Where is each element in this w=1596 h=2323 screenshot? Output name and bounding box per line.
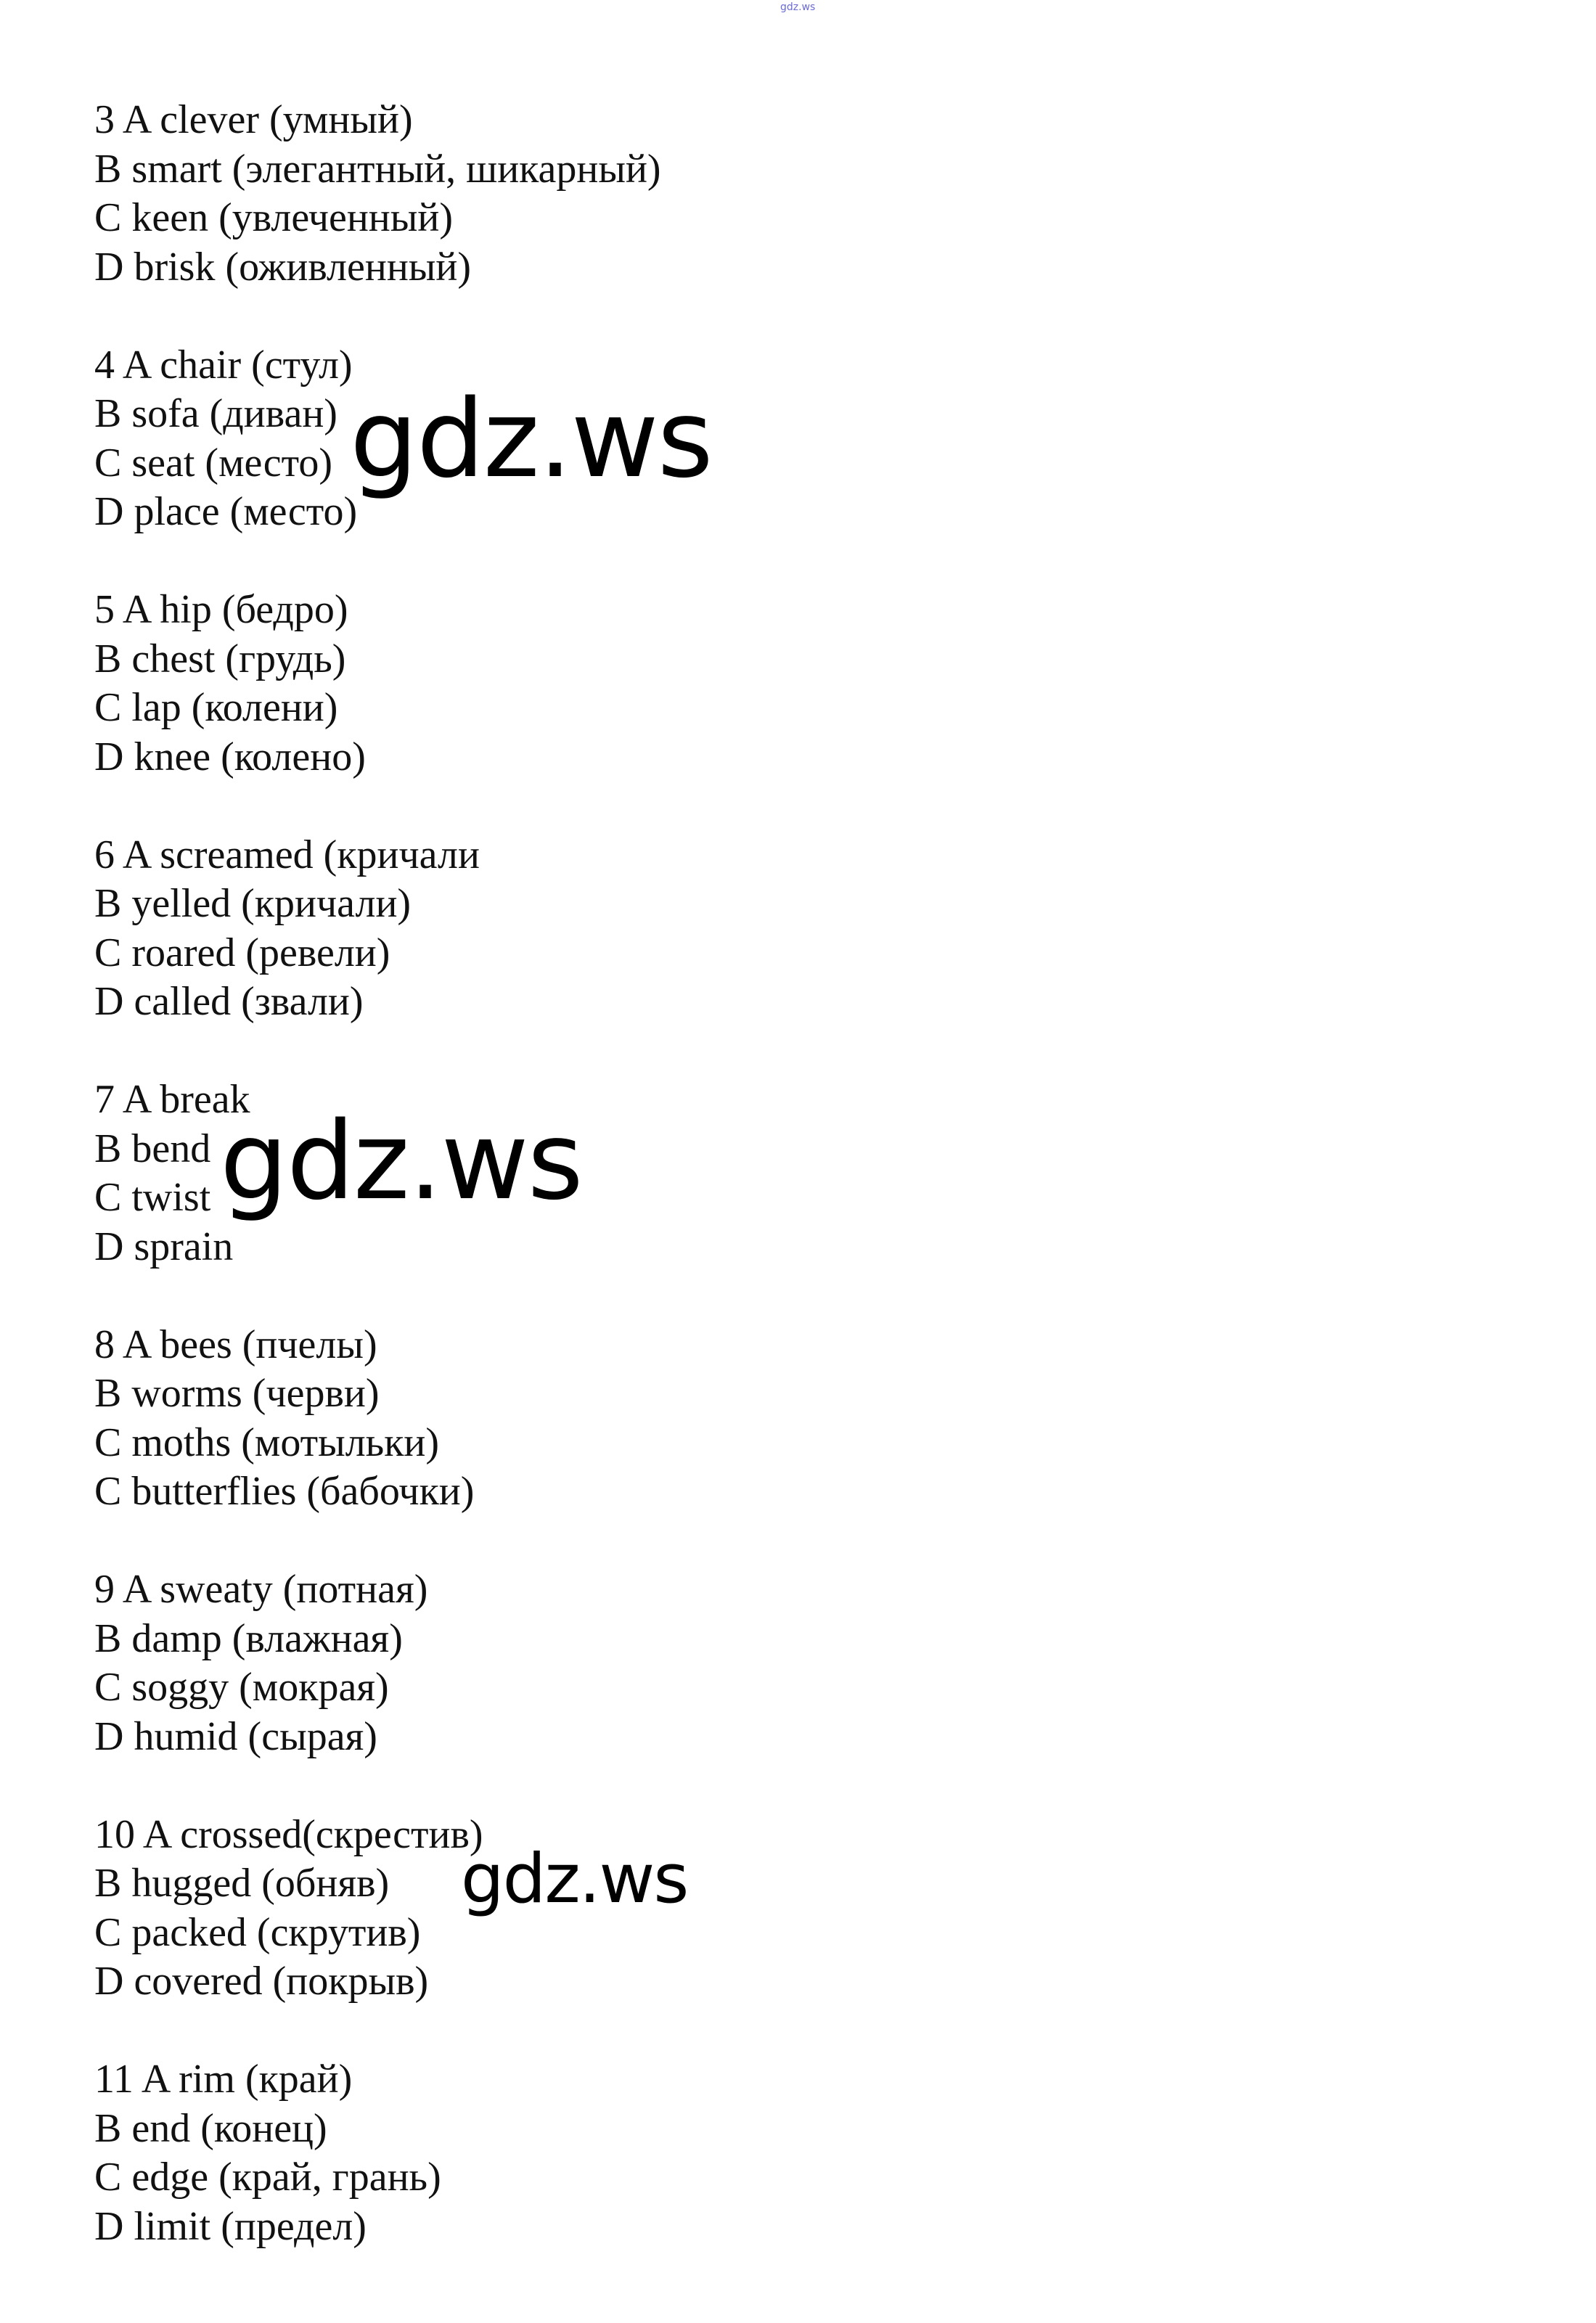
- question-3: [94, 96, 1183, 292]
- option-line: D humid (сырая): [94, 1713, 377, 1759]
- question-6: [94, 831, 1183, 1027]
- question-9: [94, 1565, 1183, 1761]
- option-line: 4 A chair (стул): [94, 342, 353, 388]
- option-line: B worms (черви): [94, 1371, 380, 1416]
- option-line: B yelled (кричали): [94, 881, 412, 926]
- option-line: C butterflies (бабочки): [94, 1469, 475, 1514]
- option-line: D brisk (оживленный): [94, 244, 472, 290]
- option-line: B chest (грудь): [94, 636, 346, 681]
- option-line: B bend: [94, 1126, 211, 1171]
- option-line: D called (звали): [94, 979, 364, 1024]
- option-line: B smart (элегантный, шикарный): [94, 146, 661, 192]
- option-line: B sofa (диван): [94, 391, 337, 436]
- option-line: D knee (колено): [94, 734, 366, 779]
- option-line: C moths (мотыльки): [94, 1419, 440, 1465]
- option-line: 6 A screamed (кричали: [94, 832, 480, 877]
- question-11: [94, 2055, 1183, 2251]
- option-line: C twist: [94, 1175, 211, 1220]
- question-8: [94, 1321, 1183, 1517]
- option-line: C packed (скрутив): [94, 1909, 421, 1955]
- option-line: B damp (влажная): [94, 1615, 403, 1661]
- watermark-logo: gdz.ws: [220, 1099, 582, 1224]
- option-line: C soggy (мокрая): [94, 1665, 389, 1710]
- option-line: D limit (предел): [94, 2203, 367, 2249]
- watermark-logo: gdz.ws: [350, 377, 712, 501]
- option-line: 5 A hip (бедро): [94, 587, 348, 632]
- option-line: D sprain: [94, 1224, 234, 1269]
- watermark-logo: gdz.ws: [461, 1840, 688, 1919]
- option-line: 11 A rim (край): [94, 2057, 353, 2102]
- option-line: 9 A sweaty (потная): [94, 1567, 428, 1612]
- option-line: C keen (увлеченный): [94, 195, 454, 240]
- option-line: 8 A bees (пчелы): [94, 1322, 377, 1367]
- option-line: B end (конец): [94, 2105, 327, 2151]
- option-line: D place (место): [94, 489, 358, 534]
- option-line: C seat (место): [94, 440, 332, 486]
- option-line: B hugged (обняв): [94, 1861, 390, 1906]
- option-line: 3 A clever (умный): [94, 97, 413, 142]
- option-line: C lap (колени): [94, 685, 338, 730]
- option-line: 7 A break: [94, 1077, 250, 1122]
- header-watermark: gdz.ws: [780, 1, 816, 13]
- option-line: C edge (край, грань): [94, 2155, 441, 2200]
- option-line: D covered (покрыв): [94, 1959, 429, 2004]
- option-line: 10 A crossed(скрестив): [94, 1811, 483, 1857]
- question-5: [94, 586, 1183, 782]
- option-line: C roared (ревели): [94, 930, 390, 975]
